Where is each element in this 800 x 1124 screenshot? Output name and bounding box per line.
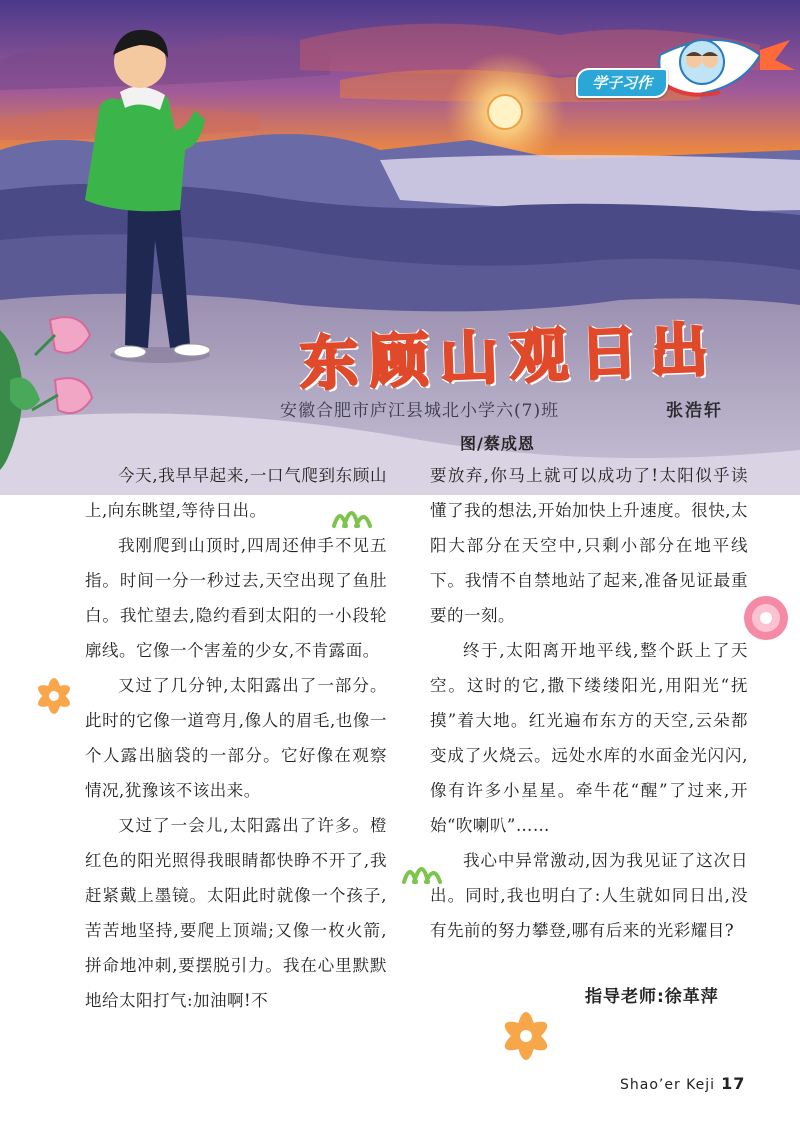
column-tag: 学子习作: [576, 68, 668, 98]
paragraph: 又过了一会儿,太阳露出了许多。橙红色的阳光照得我眼睛都快睁不开了,我赶紧戴上墨镜。太阳此时就像一个孩子,苦苦地坚持,要爬上顶端;又像一枚火箭,拼命地冲刺,要摆脱引力。我在心里默默地给太阳打气:加油啊!不: [85, 816, 387, 1010]
orange-flower-icon: [490, 1000, 562, 1072]
paragraph: 终于,太阳离开地平线,整个跃上了天空。这时的它,撒下缕缕阳光,用阳光“抚摸”着大地。红光遍布东方的天空,云朵都变成了火烧云。远处水库的水面金光闪闪,像有许多小星星。牵牛花“醒”了过来,开始“吹喇叭”……: [430, 641, 748, 835]
page-number: 17: [721, 1074, 746, 1093]
orange-flower-icon: [26, 668, 82, 724]
illustrator-credit: 图/蔡成恩: [460, 434, 535, 453]
school-name: 安徽合肥市庐江县城北小学六(7)班: [280, 401, 560, 421]
magazine-name: Shao’er Keji: [620, 1077, 716, 1093]
page-footer: [620, 1074, 780, 1096]
teacher-credit: 指导老师:徐革萍: [585, 987, 719, 1007]
paragraph: 今天,我早早起来,一口气爬到东顾山上,向东眺望,等待日出。: [85, 466, 387, 520]
paragraph: 我心中异常激动,因为我见证了这次日出。同时,我也明白了:人生就如同日出,没有先前的努力攀登,哪有后来的光彩耀目?: [430, 851, 748, 940]
article-column-left: [85, 458, 387, 1018]
article-column-right: [430, 458, 748, 948]
paragraph: 我刚爬到山顶时,四周还伸手不见五指。时间一分一秒过去,天空出现了鱼肚白。我忙望去,隐约看到太阳的一小段轮廓线。它像一个害羞的少女,不肯露面。: [85, 536, 387, 660]
author-name: 张浩轩: [666, 401, 723, 421]
paragraph-continuation: 要放弃,你马上就可以成功了!太阳似乎读懂了我的想法,开始加快上升速度。很快,太阳大部分在天空中,只剩小部分在地平线下。我情不自禁地站了起来,准备见证最重要的一刻。: [430, 466, 748, 625]
article-title: 东顾山观日出: [298, 315, 722, 399]
paragraph: 又过了几分钟,太阳露出了一部分。此时的它像一道弯月,像人的眉毛,也像一个人露出脑袋的一部分。它好像在观察情况,犹豫该不该出来。: [85, 676, 387, 800]
